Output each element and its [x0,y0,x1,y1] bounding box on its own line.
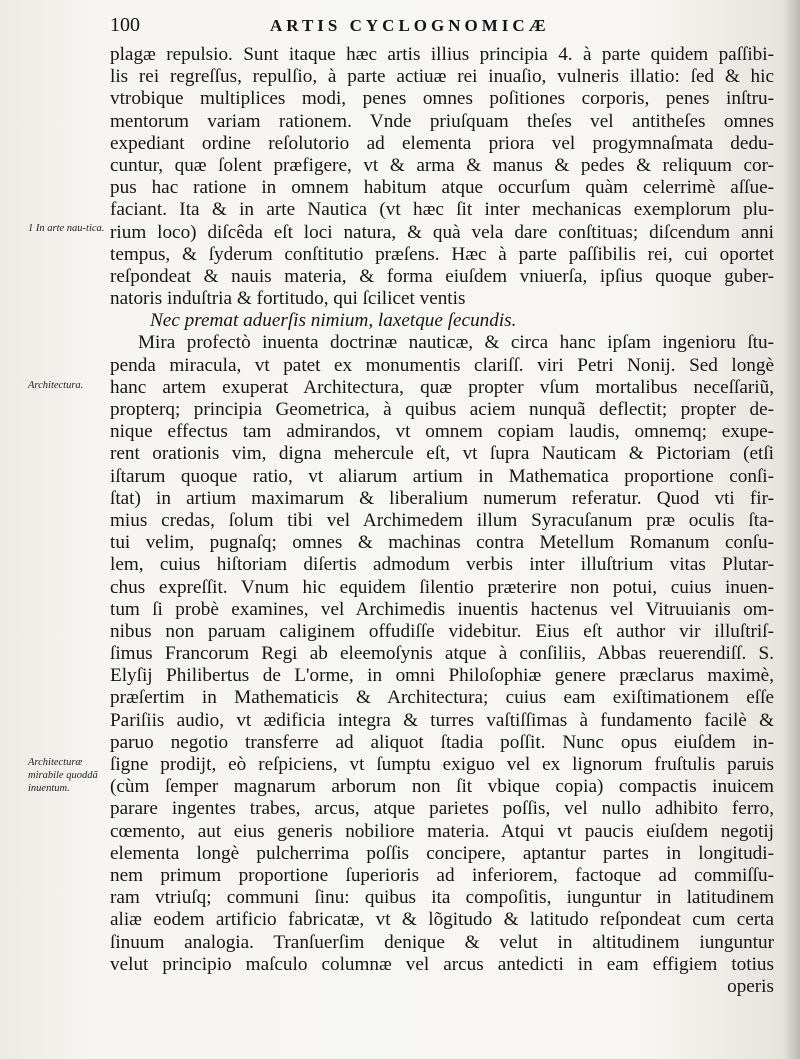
page-shadow [782,0,800,1059]
text-line: nique effectus tam admirandos, vt omnem copiam laudis, omnemq; exupe- [110,421,774,443]
text-line: ſinuum analogia. Tranſuerſim denique & velut in altitudinem iunguntur [110,931,774,953]
text-line: cuntur, quæ ſolent præfigere, vt & arma & manus & pedes & reliquum cor- [110,154,774,176]
text-line: faciant. Ita & in arte Nautica (vt hæc ſit inter mechanicas exemplorum plu- [110,199,774,221]
text-line: reſpondeat & nauis materia, & forma eiuſdem vniuerſa, ipſius quoque guber- [110,265,774,287]
text-line: cœmento, aut eius generis nobiliore materia. Atqui vt paucis eiuſdem negotij [110,820,774,842]
text-line: iſtarum quoque ratio, vt aliarum artium in Mathematica proportione conſi- [110,465,774,487]
text-line: pus hac ratione in omnem habitum atque occurſum quàm celerrimè aſſue- [110,177,774,199]
text-line: Mira profectò inuenta doctrinæ nauticæ, & circa hanc ipſam ingenioru ſtu- [138,332,774,354]
page-header [110,14,770,40]
text-line: Pariſiis audio, vt ædificia integra & turres vaſtiſſimas à fundamento facilè & [110,709,774,731]
page-number: 100 [110,14,140,36]
text-line: natoris induſtria & fortitudo, qui ſcilicet ventis [110,288,466,310]
margin-note-inventum: Architecturæ mirabile quoddã inuentum. [28,757,98,794]
text-line: paruo negotio transferre ad aliquot ſtadia poſſit. Nunc opus eiuſdem in- [110,731,774,753]
text-line: chus expreſſit. Vnum hic equidem ſilentio præterire non potui, cuius inuen- [110,576,774,598]
text-line: expediant ordine reſolutorio ad elementa priora vel progymnaſmata dedu- [110,132,774,154]
text-line: tum ſi probè examines, vel Archimedis inuentis hactenus vel Vitruuianis om- [110,598,774,620]
text-line: hanc artem exuperat Architectura, quæ propter vſum mortalibus neceſſariũ, [110,376,774,398]
text-line: mentorum variam rationem. Vnde priuſquam theſes vel antitheſes omnes [110,110,774,132]
text-line: ſigne prodijt, eò reſpiciens, vt ſumptu exiguo vel ex lignorum fruſtulis paruis [110,754,774,775]
text-line: elementa longè pulcherrima poſſis concipere, aptantur partes in longitudi- [110,842,774,864]
catchword: operis [727,975,774,997]
body-text [110,44,774,998]
text-line: ram vtriuſq; communi ſinu: quibus ita compoſitis, iunguntur in latitudinem [110,887,774,909]
text-line: parare ingentes trabes, arcus, atque parietes poſſis, vel nullo adhibito ferro, [110,798,774,820]
text-line: penda miracula, vt patet ex monumentis clariſſ. viri Petri Nonij. Sed longè [110,354,774,376]
text-line: aliæ eodem artificio fabricatæ, vt & lõgitudo & latitudo reſpondeat cum certa [110,909,774,931]
text-line: nem primum proportione ſuperioris ad inferiorem, factoque ad commiſſu- [110,864,774,886]
margin-note-architectura: Architectura. [28,380,84,391]
text-line: lem, cuius hiſtoriam diſertis admodum verbis inter illuſtrium vitas Plutar- [110,554,774,576]
text-line: Elyſij Philibertus de L'orme, in omni Philoſophiæ genere præclarus maximè, [110,665,774,687]
text-line: rium loco) diſcêda eſt loci natura, & quà vela dare conſtituas; diſcendum anni [110,221,774,243]
text-line: rent orationis vim, digna mehercule eſt, vt ſupra Nauticam & Pictoriam (etſi [110,443,774,465]
text-line: (cùm ſemper magnarum arborum non ſit vbique copia) compactis inuicem [110,776,774,798]
text-line: plagæ repulsio. Sunt itaque hæc artis illius principia 4. à parte quidem paſſibi- [110,44,774,65]
margin-note-nautica: 1 In arte nau-tica. [28,223,105,234]
text-line: tui velim, pugnaſq; omnes & machinas contra Metellum Romanum conſu- [110,532,774,554]
verse-line: Nec premat aduerſis nimium, laxetque ſecundis. [150,310,517,332]
text-line: velut principio maſculo columnæ vel arcus antedicti in eam effigiem totius [110,953,774,975]
running-title: ARTIS CYCLOGNOMICÆ [270,16,550,35]
text-line: nibus non paruam caliginem offudiſſe videbitur. Eius eſt author vir illuſtriſ- [110,620,774,642]
text-line: mius credas, ſolum tibi vel Archimedem illum Syracuſanum præ oculis ſta- [110,509,774,531]
text-line: ſtat) in artium maximarum & liberalium numerum referatur. Quod vti fir- [110,487,774,509]
text-line: propterq; principia Geometrica, à quibus aciem nunquã deflectit; propter de- [110,399,774,420]
text-line: tempus, & ſyderum conſtitutio præſens. Hæc à parte paſſibilis rei, cui oportet [110,243,774,265]
text-line: præſertim in Mathematicis & Architectura; cuius eam exiſtimationem eſſe [110,687,774,709]
text-line: vtrobique multiplices modi, penes omnes poſitiones corporis, penes inſtru- [110,88,774,110]
text-line: ſimus Francorum Regi ab eleemoſynis atque à conſiliis, Abbas reuerendiſſ. S. [110,643,774,665]
text-line: lis rei regreſſus, repulſio, à parte actiuæ rei inuaſio, vulneris illatio: ſed & hic [110,66,774,88]
